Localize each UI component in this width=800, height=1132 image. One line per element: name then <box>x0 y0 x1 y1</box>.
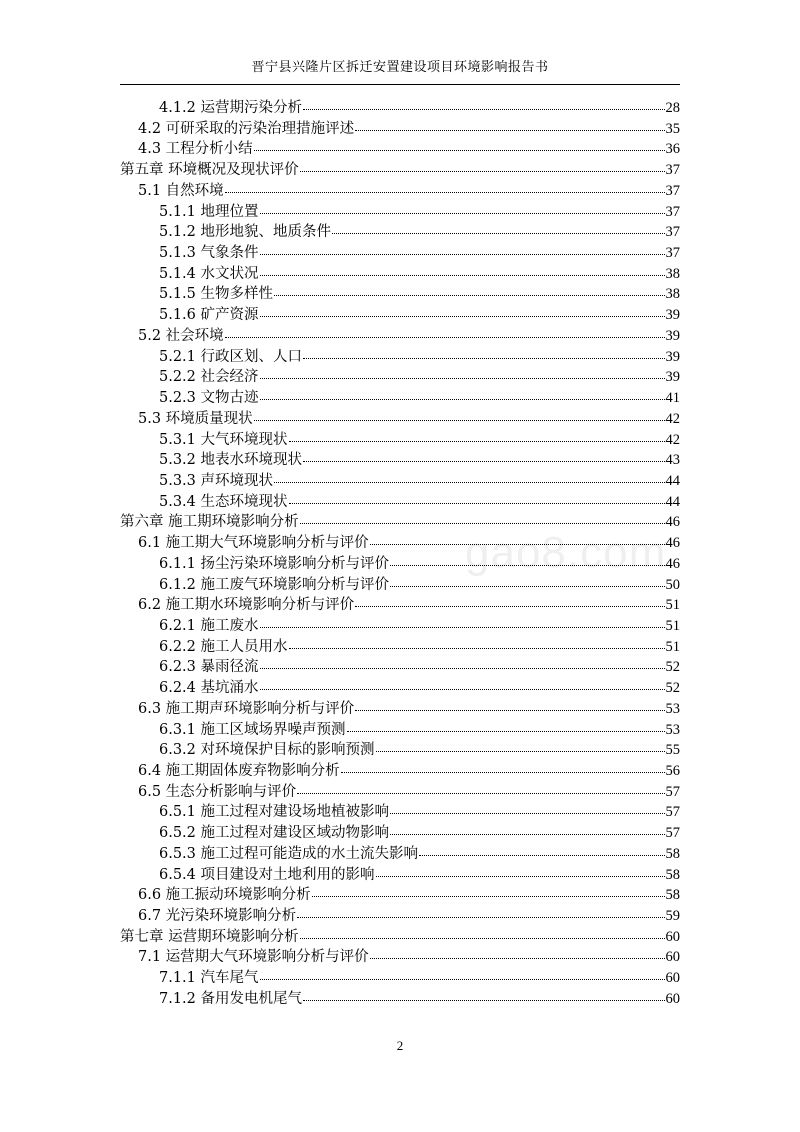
toc-entry[interactable] <box>120 676 680 697</box>
toc-dot-leader <box>303 461 664 462</box>
toc-entry-label: 5.1.5 生物多样性 <box>159 286 274 303</box>
toc-entry-page: 58 <box>665 866 680 883</box>
toc-entry-page: 57 <box>665 825 680 842</box>
toc-entry[interactable] <box>120 469 680 490</box>
toc-entry-label: 6.5.4 项目建设对土地利用的影响 <box>159 866 375 883</box>
toc-dot-leader <box>419 855 664 856</box>
toc-dot-leader <box>303 109 664 110</box>
toc-entry[interactable] <box>120 821 680 842</box>
toc-entry-label: 5.1.6 矿产资源 <box>159 307 259 324</box>
toc-entry-label: 7.1.2 备用发电机尾气 <box>159 990 303 1007</box>
toc-entry-page: 41 <box>665 390 680 407</box>
toc-entry[interactable] <box>120 738 680 759</box>
toc-entry-label: 5.1.1 地理位置 <box>159 203 259 220</box>
toc-dot-leader <box>297 917 664 918</box>
toc-dot-leader <box>260 213 665 214</box>
toc-dot-leader <box>303 1000 664 1001</box>
toc-dot-leader <box>260 627 665 628</box>
toc-entry-label: 6.2.3 暴雨径流 <box>159 659 259 676</box>
toc-entry-label: 6.3 施工期声环境影响分析与评价 <box>138 700 355 717</box>
toc-entry[interactable] <box>120 966 680 987</box>
toc-dot-leader <box>312 896 665 897</box>
toc-dot-leader <box>260 979 665 980</box>
toc-entry-label: 5.3.4 生态环境现状 <box>159 493 288 510</box>
toc-entry[interactable] <box>120 718 680 739</box>
toc-entry-page: 38 <box>665 265 680 282</box>
toc-dot-leader <box>390 565 664 566</box>
toc-entry[interactable] <box>120 241 680 262</box>
toc-dot-leader <box>390 586 664 587</box>
toc-entry-page: 44 <box>665 472 680 489</box>
toc-entry[interactable] <box>120 842 680 863</box>
toc-entry-page: 37 <box>665 203 680 220</box>
toc-entry[interactable] <box>120 96 680 117</box>
toc-entry-label: 5.1 自然环境 <box>138 182 224 199</box>
toc-entry-page: 55 <box>665 742 680 759</box>
toc-entry-label: 6.5 生态分析影响与评价 <box>138 783 297 800</box>
toc-entry[interactable] <box>120 883 680 904</box>
toc-entry[interactable] <box>120 635 680 656</box>
toc-entry-page: 51 <box>665 617 680 634</box>
toc-entry[interactable] <box>120 697 680 718</box>
header-divider <box>120 84 680 85</box>
toc-dot-leader <box>347 731 665 732</box>
toc-entry-page: 37 <box>665 224 680 241</box>
toc-entry-label: 第五章 环境概况及现状评价 <box>120 162 299 179</box>
toc-entry[interactable] <box>120 531 680 552</box>
page-number: 2 <box>396 1038 404 1053</box>
toc-dot-leader <box>303 358 664 359</box>
toc-entry-label: 6.2.1 施工废水 <box>159 617 259 634</box>
toc-dot-leader <box>370 958 665 959</box>
toc-entry-page: 50 <box>665 576 680 593</box>
toc-entry-label: 6.3.2 对环境保护目标的影响预测 <box>159 742 375 759</box>
toc-entry-label: 4.2 可研采取的污染治理措施评述 <box>138 120 355 137</box>
toc-entry[interactable] <box>120 282 680 303</box>
toc-entry-page: 42 <box>665 431 680 448</box>
toc-entry-page: 52 <box>665 659 680 676</box>
toc-dot-leader <box>260 668 665 669</box>
toc-entry-page: 60 <box>665 990 680 1007</box>
toc-entry-page: 60 <box>665 928 680 945</box>
toc-entry-page: 39 <box>665 369 680 386</box>
page-header-title: 晋宁县兴隆片区拆迁安置建设项目环境影响报告书 <box>251 60 549 75</box>
toc-entry-page: 58 <box>665 845 680 862</box>
toc-entry-label: 6.2 施工期水环境影响分析与评价 <box>138 597 355 614</box>
toc-entry-page: 38 <box>665 286 680 303</box>
toc-entry[interactable] <box>120 324 680 345</box>
toc-entry[interactable] <box>120 945 680 966</box>
toc-entry-label: 6.5.3 施工过程可能造成的水土流失影响 <box>159 845 419 862</box>
toc-entry[interactable] <box>120 987 680 1008</box>
toc-entry-label: 6.1 施工期大气环境影响分析与评价 <box>138 535 369 552</box>
toc-dot-leader <box>254 150 665 151</box>
toc-entry[interactable] <box>120 117 680 138</box>
toc-entry[interactable] <box>120 179 680 200</box>
toc-entry[interactable] <box>120 904 680 925</box>
toc-entry-page: 53 <box>665 721 680 738</box>
toc-entry-page: 35 <box>665 120 680 137</box>
toc-entry[interactable] <box>120 863 680 884</box>
toc-entry-page: 39 <box>665 327 680 344</box>
toc-entry-page: 46 <box>665 514 680 531</box>
toc-entry[interactable] <box>120 780 680 801</box>
toc-dot-leader <box>289 648 665 649</box>
toc-entry[interactable] <box>120 800 680 821</box>
toc-entry-label: 第六章 施工期环境影响分析 <box>120 514 299 531</box>
toc-dot-leader <box>355 710 664 711</box>
toc-entry-page: 39 <box>665 307 680 324</box>
toc-entry[interactable] <box>120 262 680 283</box>
toc-dot-leader <box>225 337 665 338</box>
toc-entry-label: 5.2.3 文物古迹 <box>159 390 259 407</box>
toc-entry-label: 6.2.2 施工人员用水 <box>159 638 288 655</box>
toc-entry-page: 57 <box>665 804 680 821</box>
toc-entry[interactable] <box>120 200 680 221</box>
toc-dot-leader <box>300 171 665 172</box>
toc-dot-leader <box>274 482 664 483</box>
toc-dot-leader <box>260 689 665 690</box>
toc-entry-label: 5.2.2 社会经济 <box>159 369 259 386</box>
toc-entry[interactable] <box>120 759 680 780</box>
toc-entry[interactable] <box>120 428 680 449</box>
toc-entry[interactable] <box>120 303 680 324</box>
toc-entry-label: 5.3.1 大气环境现状 <box>159 431 288 448</box>
toc-entry-page: 37 <box>665 162 680 179</box>
toc-dot-leader <box>274 295 664 296</box>
toc-dot-leader <box>260 316 665 317</box>
toc-dot-leader <box>370 544 665 545</box>
toc-entry-page: 59 <box>665 908 680 925</box>
toc-entry-page: 46 <box>665 555 680 572</box>
toc-entry[interactable] <box>120 345 680 366</box>
toc-entry[interactable] <box>120 510 680 531</box>
toc-dot-leader <box>289 441 665 442</box>
toc-entry-page: 60 <box>665 970 680 987</box>
toc-entry-label: 4.3 工程分析小结 <box>138 141 253 158</box>
toc-entry-page: 57 <box>665 783 680 800</box>
toc-dot-leader <box>300 938 665 939</box>
toc-entry-label: 4.1.2 运营期污染分析 <box>159 100 303 116</box>
toc-entry-page: 58 <box>665 887 680 904</box>
toc-entry[interactable] <box>120 137 680 158</box>
toc-entry-label: 6.6 施工振动环境影响分析 <box>138 887 311 904</box>
toc-entry-label: 5.1.3 气象条件 <box>159 245 259 262</box>
toc-entry-page: 56 <box>665 763 680 779</box>
toc-dot-leader <box>390 834 664 835</box>
toc-entry-page: 39 <box>665 348 680 365</box>
toc-dot-leader <box>254 420 665 421</box>
toc-entry-page: 28 <box>665 100 680 116</box>
toc-entry[interactable] <box>120 407 680 428</box>
toc-entry[interactable] <box>120 490 680 511</box>
toc-entry-page: 51 <box>665 638 680 655</box>
toc-entry-page: 44 <box>665 493 680 510</box>
toc-entry[interactable] <box>120 220 680 241</box>
toc-dot-leader <box>341 772 665 773</box>
toc-dot-leader <box>376 876 665 877</box>
toc-dot-leader <box>260 254 665 255</box>
toc-entry-page: 42 <box>665 410 680 427</box>
toc-entry-label: 5.3 环境质量现状 <box>138 410 253 427</box>
toc-entry-label: 5.2 社会环境 <box>138 327 224 344</box>
toc-entry-label: 5.3.2 地表水环境现状 <box>159 452 303 469</box>
table-of-contents <box>120 96 680 1008</box>
toc-dot-leader <box>390 813 664 814</box>
toc-entry[interactable] <box>120 593 680 614</box>
toc-entry[interactable] <box>120 552 680 573</box>
toc-entry-label: 第七章 运营期环境影响分析 <box>120 928 299 945</box>
toc-entry-label: 7.1.1 汽车尾气 <box>159 970 259 987</box>
toc-entry-page: 60 <box>665 949 680 966</box>
toc-entry-label: 5.1.2 地形地貌、地质条件 <box>159 224 332 241</box>
toc-dot-leader <box>355 130 664 131</box>
toc-dot-leader <box>332 233 664 234</box>
toc-entry-page: 43 <box>665 452 680 469</box>
toc-entry-label: 6.5.1 施工过程对建设场地植被影响 <box>159 804 390 821</box>
toc-entry[interactable] <box>120 655 680 676</box>
toc-entry-label: 6.7 光污染环境影响分析 <box>138 908 297 925</box>
toc-entry-label: 5.3.3 声环境现状 <box>159 472 274 489</box>
toc-entry-label: 5.1.4 水文状况 <box>159 265 259 282</box>
toc-entry[interactable] <box>120 365 680 386</box>
toc-dot-leader <box>225 192 665 193</box>
toc-entry-label: 7.1 运营期大气环境影响分析与评价 <box>138 949 369 966</box>
toc-entry-page: 37 <box>665 245 680 262</box>
toc-dot-leader <box>260 275 665 276</box>
toc-entry-label: 6.5.2 施工过程对建设区域动物影响 <box>159 825 390 842</box>
toc-entry-label: 6.1.2 施工废气环境影响分析与评价 <box>159 576 390 593</box>
toc-entry[interactable] <box>120 448 680 469</box>
toc-entry-label: 6.3.1 施工区域场界噪声预测 <box>159 721 346 738</box>
toc-entry-page: 53 <box>665 700 680 717</box>
toc-entry[interactable] <box>120 573 680 594</box>
toc-entry-label: 6.2.4 基坑涌水 <box>159 680 259 697</box>
toc-dot-leader <box>355 606 664 607</box>
toc-entry-label: 6.4 施工期固体废弃物影响分析 <box>138 763 340 779</box>
toc-entry-page: 36 <box>665 141 680 158</box>
toc-dot-leader <box>300 523 665 524</box>
toc-entry[interactable] <box>120 158 680 179</box>
toc-entry-page: 51 <box>665 597 680 614</box>
toc-dot-leader <box>297 793 664 794</box>
toc-entry[interactable] <box>120 614 680 635</box>
watermark: gao8.com <box>465 528 667 577</box>
toc-dot-leader <box>289 503 665 504</box>
toc-entry-label: 5.2.1 行政区划、人口 <box>159 348 303 365</box>
toc-entry[interactable] <box>120 386 680 407</box>
toc-entry-page: 46 <box>665 535 680 552</box>
toc-entry[interactable] <box>120 925 680 946</box>
toc-entry-page: 37 <box>665 182 680 199</box>
toc-dot-leader <box>376 751 665 752</box>
toc-dot-leader <box>260 378 665 379</box>
toc-entry-page: 52 <box>665 680 680 697</box>
toc-entry-label: 6.1.1 扬尘污染环境影响分析与评价 <box>159 555 390 572</box>
toc-dot-leader <box>260 399 665 400</box>
